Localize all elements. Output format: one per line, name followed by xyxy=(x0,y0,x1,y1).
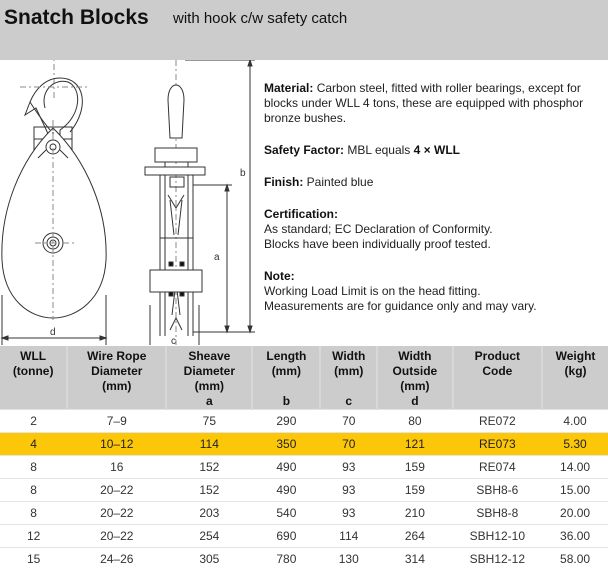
table-cell: 20–22 xyxy=(67,525,166,548)
table-cell: 490 xyxy=(252,456,320,479)
table-cell: 10–12 xyxy=(67,433,166,456)
table-header-row xyxy=(0,346,608,410)
table-cell: 114 xyxy=(320,525,377,548)
table-row xyxy=(0,433,608,456)
table-cell: 121 xyxy=(377,433,452,456)
column-header xyxy=(166,346,252,410)
table-cell: 159 xyxy=(377,479,452,502)
table-cell: SBH12-10 xyxy=(453,525,542,548)
table-cell: 15.00 xyxy=(542,479,608,502)
snatch-block-drawing xyxy=(0,60,262,345)
header-line: (mm) xyxy=(68,379,165,394)
header-bar xyxy=(0,0,608,60)
table-cell: 8 xyxy=(0,479,67,502)
note-section: Note: Working Load Limit is on the head fitting. Measurements are for guidance only and may vary. xyxy=(264,269,604,314)
table-cell: 70 xyxy=(320,410,377,433)
table-cell: SBH8-8 xyxy=(453,502,542,525)
table-cell: 93 xyxy=(320,479,377,502)
header-line xyxy=(543,379,608,394)
header-line: Outside xyxy=(378,364,451,379)
table-cell: 5.30 xyxy=(542,433,608,456)
header-line xyxy=(454,379,541,394)
table-cell: 20–22 xyxy=(67,479,166,502)
table-cell: 314 xyxy=(377,548,452,570)
header-line xyxy=(0,379,66,394)
page-subtitle: with hook c/w safety catch xyxy=(173,10,347,27)
table-cell: 58.00 xyxy=(542,548,608,570)
header-line: b xyxy=(253,394,319,409)
table-cell: 4 xyxy=(0,433,67,456)
header-line xyxy=(0,394,66,409)
table-cell: 690 xyxy=(252,525,320,548)
header-line: Width xyxy=(378,349,451,364)
table-cell: 290 xyxy=(252,410,320,433)
front-view xyxy=(2,60,106,345)
table-cell: 12 xyxy=(0,525,67,548)
table-row xyxy=(0,456,608,479)
table-cell: 70 xyxy=(320,433,377,456)
header-line: WLL xyxy=(0,349,66,364)
column-header xyxy=(542,346,608,410)
header-line: (mm) xyxy=(167,379,251,394)
table-cell: 203 xyxy=(166,502,252,525)
table-cell: 20.00 xyxy=(542,502,608,525)
header-line xyxy=(543,394,608,409)
column-header xyxy=(377,346,452,410)
table-cell: 75 xyxy=(166,410,252,433)
header-line: Diameter xyxy=(167,364,251,379)
certification-section: Certification: As standard; EC Declaration of Conformity. Blocks have been individually proof tested. xyxy=(264,207,604,252)
table-cell: 15 xyxy=(0,548,67,570)
table-cell: 20–22 xyxy=(67,502,166,525)
header-line: Weight xyxy=(543,349,608,364)
header-line: (mm) xyxy=(253,364,319,379)
table-cell: RE072 xyxy=(453,410,542,433)
table-row xyxy=(0,548,608,570)
column-header xyxy=(67,346,166,410)
header-line: Sheave xyxy=(167,349,251,364)
header-line xyxy=(68,394,165,409)
column-header xyxy=(320,346,377,410)
header-line xyxy=(253,379,319,394)
column-header xyxy=(252,346,320,410)
product-info xyxy=(264,81,604,331)
header-line: Length xyxy=(253,349,319,364)
table-cell: 152 xyxy=(166,479,252,502)
table-cell: SBH8-6 xyxy=(453,479,542,502)
header-line: a xyxy=(167,394,251,409)
header-line: Diameter xyxy=(68,364,165,379)
table-cell: 490 xyxy=(252,479,320,502)
table-cell: 780 xyxy=(252,548,320,570)
dimension-a-label: a xyxy=(214,252,220,263)
header-line: d xyxy=(378,394,451,409)
table-cell: 114 xyxy=(166,433,252,456)
table-cell: 93 xyxy=(320,502,377,525)
table-cell: 2 xyxy=(0,410,67,433)
header-line: Code xyxy=(454,364,541,379)
table-cell: 254 xyxy=(166,525,252,548)
table-cell: SBH12-12 xyxy=(453,548,542,570)
header-line: (tonne) xyxy=(0,364,66,379)
table-cell: 14.00 xyxy=(542,456,608,479)
table-cell: 305 xyxy=(166,548,252,570)
header-line xyxy=(454,394,541,409)
header-line: c xyxy=(321,394,376,409)
table-cell: 130 xyxy=(320,548,377,570)
table-cell: 210 xyxy=(377,502,452,525)
dimension-b-label: b xyxy=(240,168,246,179)
table-cell: 8 xyxy=(0,456,67,479)
column-header xyxy=(453,346,542,410)
header-line: (mm) xyxy=(321,364,376,379)
specifications-table xyxy=(0,346,608,570)
header-line xyxy=(321,379,376,394)
page-title: Snatch Blocks xyxy=(4,6,149,30)
table-cell: 350 xyxy=(252,433,320,456)
table-cell: 4.00 xyxy=(542,410,608,433)
table-row xyxy=(0,525,608,548)
header-line: Width xyxy=(321,349,376,364)
table-cell: 36.00 xyxy=(542,525,608,548)
finish-section: Finish: Painted blue xyxy=(264,175,604,190)
table-cell: 24–26 xyxy=(67,548,166,570)
header-line: (mm) xyxy=(378,379,451,394)
header-line: Wire Rope xyxy=(68,349,165,364)
table-cell: 80 xyxy=(377,410,452,433)
table-row xyxy=(0,479,608,502)
table-row xyxy=(0,410,608,433)
dimension-c-label: c xyxy=(171,336,176,345)
table-cell: 8 xyxy=(0,502,67,525)
table-row xyxy=(0,502,608,525)
table-cell: RE074 xyxy=(453,456,542,479)
table-cell: 159 xyxy=(377,456,452,479)
safety-section: Safety Factor: MBL equals 4 × WLL xyxy=(264,143,604,158)
material-section: Material: Carbon steel, fitted with roller bearings, except for blocks under WLL 4 tons, these are equipped with phosphor bronze bushes. xyxy=(264,81,604,126)
dimension-d-label: d xyxy=(50,327,56,338)
table-cell: RE073 xyxy=(453,433,542,456)
table-cell: 152 xyxy=(166,456,252,479)
side-view xyxy=(145,60,255,345)
table-cell: 7–9 xyxy=(67,410,166,433)
table-cell: 93 xyxy=(320,456,377,479)
table-cell: 540 xyxy=(252,502,320,525)
header-line: (kg) xyxy=(543,364,608,379)
column-header xyxy=(0,346,67,410)
header-line: Product xyxy=(454,349,541,364)
table-cell: 16 xyxy=(67,456,166,479)
table-cell: 264 xyxy=(377,525,452,548)
